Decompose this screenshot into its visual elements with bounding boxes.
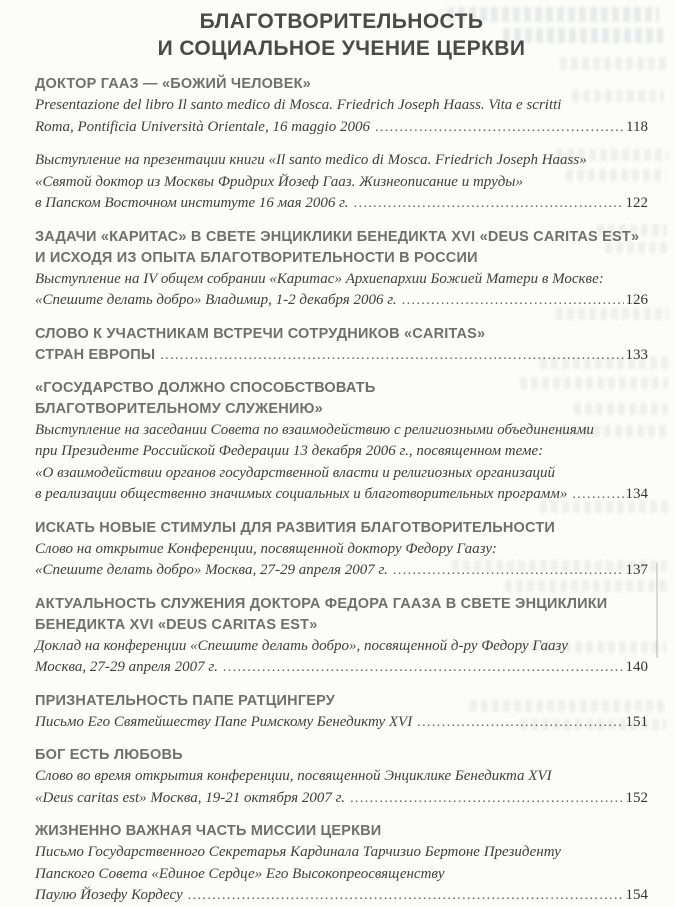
page-number: 126: [625, 292, 648, 308]
page-title: [35, 8, 648, 62]
dot-leader: [160, 348, 623, 364]
entry-heading-line: И ИСХОДЯ ИЗ ОПЫТА БЛАГОТВОРИТЕЛЬНОСТИ В РОССИИ: [35, 249, 478, 266]
entry-subtitle-line: Выступление на презентации книги «Il santo medico di Mosca. Friedrich Joseph Haass»: [35, 152, 587, 168]
entry-tail-text: Roma, Pontificia Università Orientale, 16 maggio 2006: [35, 118, 370, 135]
toc-entry: [35, 150, 648, 215]
page-number: 118: [626, 118, 648, 135]
page-number: 137: [625, 562, 648, 578]
toc-entry: [35, 518, 648, 582]
entry-heading-line: ЖИЗНЕННО ВАЖНАЯ ЧАСТЬ МИССИИ ЦЕРКВИ: [35, 823, 382, 839]
entry-heading-line: ПРИЗНАТЕЛЬНОСТЬ ПАПЕ РАТЦИНГЕРУ: [35, 692, 336, 709]
entry-page-row: [35, 657, 648, 679]
dot-leader: [375, 120, 624, 136]
entry-heading-line: ЗАДАЧИ «КАРИТАС» В СВЕТЕ ЭНЦИКЛИКИ БЕНЕДИКТА XVI «DEUS CARITAS EST»: [35, 228, 640, 245]
toc-entry: [35, 227, 648, 312]
dot-leader: [350, 791, 623, 807]
page-title-line1: БЛАГОТВОРИТЕЛЬНОСТЬ: [199, 10, 484, 33]
entry-subtitle-line: при Президенте Российской Федерации 13 декабря 2006 г., посвященном теме:: [35, 443, 544, 459]
entry-page-row: [35, 345, 648, 366]
page-number: 154: [625, 887, 648, 903]
dot-leader: [393, 563, 624, 579]
toc-entry: [35, 745, 648, 809]
entry-page-row: [35, 788, 648, 810]
entry-heading-line: АКТУАЛЬНОСТЬ СЛУЖЕНИЯ ДОКТОРА ФЕДОРА ГААЗА В СВЕТЕ ЭНЦИКЛИКИ: [35, 595, 608, 612]
toc-entry: [35, 821, 648, 907]
dot-leader: [417, 715, 623, 731]
entry-heading-line: ИСКАТЬ НОВЫЕ СТИМУЛЫ ДЛЯ РАЗВИТИЯ БЛАГОТВОРИТЕЛЬНОСТИ: [35, 519, 555, 536]
entry-subtitle-line: Слово во время открытия конференции, посвященной Энциклике Бенедикта XVI: [35, 768, 552, 784]
toc-entries: [35, 74, 648, 907]
entry-tail-text: СТРАН ЕВРОПЫ: [35, 346, 156, 363]
entry-page-row: [35, 712, 648, 734]
entry-heading-line: СЛОВО К УЧАСТНИКАМ ВСТРЕЧИ СОТРУДНИКОВ «CARITAS»: [35, 325, 486, 342]
entry-subtitle-line: Слово на открытие Конференции, посвященной доктору Федору Гаазу:: [35, 540, 497, 557]
toc-entry: [35, 378, 648, 506]
page-number: 140: [625, 659, 648, 675]
toc-entry: [35, 691, 648, 734]
entry-heading-line: ДОКТОР ГААЗ — «БОЖИЙ ЧЕЛОВЕК»: [35, 76, 311, 92]
page-title-line2: И СОЦИАЛЬНОЕ УЧЕНИЕ ЦЕРКВИ: [157, 37, 526, 60]
entry-heading-line: БЕНЕДИКТА XVI «DEUS CARITAS EST»: [35, 616, 318, 633]
entry-tail-text: Паулю Йозефу Кордесу: [35, 887, 183, 903]
entry-subtitle-line: Выступление на заседании Совета по взаимодействию с религиозными объединениями: [35, 421, 594, 438]
entry-subtitle-line: Выступление на IV общем собрании «Каритас» Архиепархии Божией Матери в Москве:: [35, 270, 604, 287]
entry-subtitle-line: «О взаимодействии органов государственной власти и религиозных организаций: [35, 464, 555, 481]
dot-leader: [223, 660, 624, 676]
entry-page-row: [35, 290, 648, 312]
entry-tail-text: «Спешите делать добро» Владимир, 1-2 декабря 2006 г.: [35, 292, 397, 308]
toc-entry: [35, 74, 648, 138]
dot-leader: [572, 487, 623, 503]
dot-leader: [402, 293, 624, 309]
entry-page-row: [35, 560, 648, 582]
dot-leader: [188, 888, 624, 904]
entry-tail-text: в реализации общественно значимых социальных и благотворительных программ»: [35, 486, 568, 502]
page-number: 134: [625, 486, 648, 502]
entry-heading-line: БОГ ЕСТЬ ЛЮБОВЬ: [35, 747, 183, 763]
entry-subtitle-line: «Святой доктор из Москвы Фридрих Йозеф Гааз. Жизнеописание и труды»: [35, 173, 523, 190]
page-number: 152: [625, 789, 648, 806]
page-number: 122: [625, 195, 648, 211]
dot-leader: [354, 196, 624, 212]
entry-tail-text: в Папском Восточном институте 16 мая 2006 г.: [35, 195, 349, 211]
entry-subtitle-line: Письмо Государственного Секретарья Кардинала Тарчизио Бертоне Президенту: [35, 844, 561, 860]
entry-page-row: [35, 193, 648, 215]
entry-page-row: [35, 885, 648, 907]
entry-subtitle-line: Presentazione del libro Il santo medico di Mosca. Friedrich Joseph Haass. Vita e scritti: [35, 97, 562, 113]
entry-heading-line: БЛАГОТВОРИТЕЛЬНОМУ СЛУЖЕНИЮ»: [35, 400, 323, 417]
toc-entry: [35, 594, 648, 679]
entry-subtitle-line: Папского Совета «Единое Сердце» Его Высокопреосвященству: [35, 865, 445, 882]
entry-tail-text: Москва, 27-29 апреля 2007 г.: [35, 659, 218, 675]
entry-tail-text: «Спешите делать добро» Москва, 27-29 апреля 2007 г.: [35, 562, 388, 578]
entry-page-row: [35, 117, 648, 139]
page-number: 133: [625, 346, 648, 363]
entry-heading-line: «ГОСУДАРСТВО ДОЛЖНО СПОСОБСТВОВАТЬ: [35, 379, 376, 396]
entry-tail-text: Письмо Его Святейшеству Папе Римскому Бенедикту XVI: [35, 713, 413, 730]
toc-entry: [35, 324, 648, 366]
entry-subtitle-line: Доклад на конференции «Спешите делать добро», посвященной д-ру Федору Гаазу: [35, 637, 568, 654]
entry-page-row: [35, 484, 648, 506]
entry-tail-text: «Deus caritas est» Москва, 19-21 октября 2007 г.: [35, 789, 346, 806]
page-number: 151: [625, 713, 648, 730]
